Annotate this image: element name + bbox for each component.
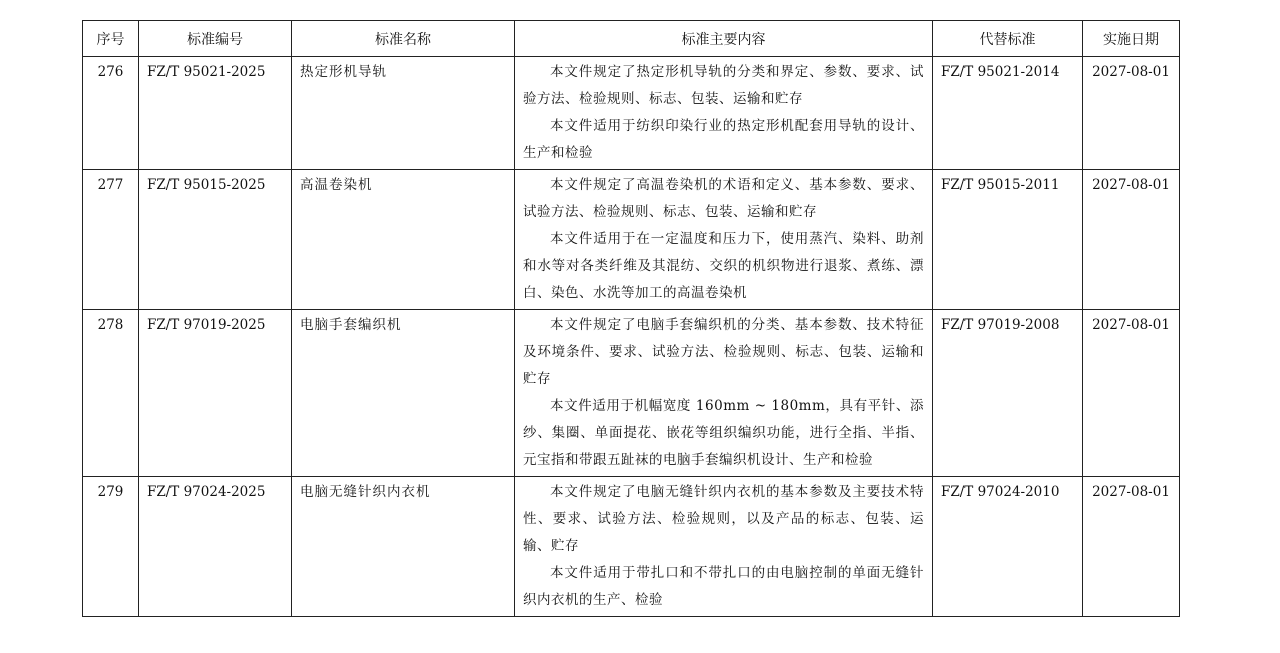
replaced-standard: FZ/T 97024-2010: [941, 484, 1060, 500]
table-row: [83, 310, 1180, 477]
table-row: [83, 57, 1180, 170]
standard-code: FZ/T 97019-2025: [147, 317, 266, 333]
standard-code: FZ/T 97024-2025: [147, 484, 266, 500]
header-code: 标准编号: [139, 21, 292, 57]
table-row: [83, 477, 1180, 617]
content-paragraph: 本文件规定了电脑手套编织机的分类、基本参数、技术特征及环境条件、要求、试验方法、检验规则、标志、包装、运输和贮存: [523, 317, 924, 387]
row-number: 277: [97, 177, 124, 193]
standard-content: [515, 477, 932, 616]
replaced-standard: FZ/T 97019-2008: [941, 317, 1060, 333]
content-paragraph: 本文件规定了高温卷染机的术语和定义、基本参数、要求、试验方法、检验规则、标志、包装、运输和贮存: [523, 177, 924, 220]
content-paragraph: 本文件适用于在一定温度和压力下，使用蒸汽、染料、助剂和水等对各类纤维及其混纺、交织的机织物进行退浆、煮练、漂白、染色、水洗等加工的高温卷染机: [523, 231, 924, 301]
effective-date: 2027-08-01: [1092, 64, 1170, 80]
content-paragraph: 本文件规定了电脑无缝针织内衣机的基本参数及主要技术特性、要求、试验方法、检验规则，以及产品的标志、包装、运输、贮存: [523, 484, 924, 554]
replaced-standard: FZ/T 95015-2011: [941, 177, 1060, 193]
standard-code: FZ/T 95015-2025: [147, 177, 266, 193]
replaced-standard: FZ/T 95021-2014: [941, 64, 1060, 80]
standard-content: [515, 170, 932, 309]
standard-name: 热定形机导轨: [300, 64, 387, 80]
standard-name: 高温卷染机: [300, 177, 373, 193]
header-name: 标准名称: [292, 21, 515, 57]
content-paragraph: 本文件适用于带扎口和不带扎口的由电脑控制的单面无缝针织内衣机的生产、检验: [523, 565, 924, 608]
row-number: 278: [97, 317, 124, 333]
table-row: [83, 170, 1180, 310]
content-paragraph: 本文件规定了热定形机导轨的分类和界定、参数、要求、试验方法、检验规则、标志、包装、运输和贮存: [523, 64, 924, 107]
standard-content: [515, 310, 932, 476]
header-date: 实施日期: [1083, 21, 1180, 57]
row-number: 276: [97, 64, 124, 80]
effective-date: 2027-08-01: [1092, 177, 1170, 193]
header-row: [83, 21, 1180, 57]
effective-date: 2027-08-01: [1092, 484, 1170, 500]
standard-name: 电脑手套编织机: [300, 317, 402, 333]
header-content: 标准主要内容: [515, 21, 933, 57]
content-paragraph: 本文件适用于纺织印染行业的热定形机配套用导轨的设计、生产和检验: [523, 118, 924, 161]
content-paragraph: 本文件适用于机幅宽度 160mm ~ 180mm，具有平针、添纱、集圈、单面提花、嵌花等组织编织功能，进行全指、半指、元宝指和带跟五趾袜的电脑手套编织机设计、生产和检验: [523, 398, 924, 468]
standard-name: 电脑无缝针织内衣机: [300, 484, 431, 500]
header-replaces: 代替标准: [933, 21, 1083, 57]
header-no: 序号: [83, 21, 139, 57]
effective-date: 2027-08-01: [1092, 317, 1170, 333]
standard-code: FZ/T 95021-2025: [147, 64, 266, 80]
standards-table: [82, 20, 1180, 617]
row-number: 279: [97, 484, 124, 500]
standard-content: [515, 57, 932, 169]
